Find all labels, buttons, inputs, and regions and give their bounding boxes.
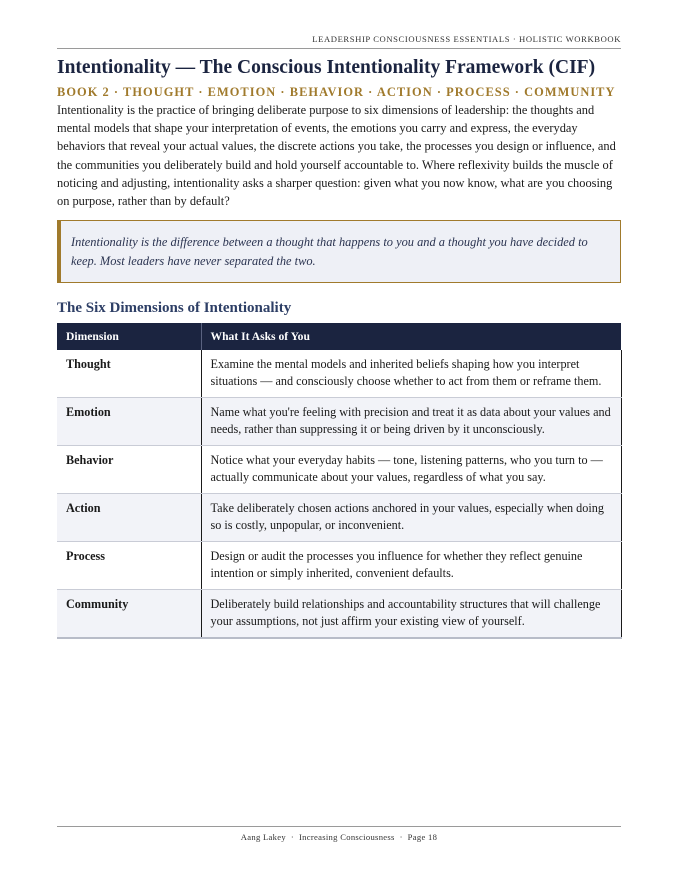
intro-paragraph: Intentionality is the practice of bringing deliberate purpose to six dimensions of leadership: the thoughts and mental models that shape your interpretation of events, the emotions you carry and express, the everyday behaviors that reveal your actual values, the discrete actions you take, the processes you design or influence, and the communities you deliberately build and hold yourself accountable to. Where reflexivity builds the muscle of noticing and adjusting, intentionality asks a sharper question: given what you now know, what are you choosing on purpose, rather than by default?	[57, 103, 616, 209]
column-header-description: What It Asks of You	[201, 323, 621, 350]
dimension-cell: Behavior	[57, 446, 201, 494]
page-title: Intentionality — The Conscious Intentionality Framework (CIF)	[57, 57, 596, 78]
description-cell: Deliberately build relationships and accountability structures that will challenge your assumptions, not just affirm your existing view of yourself.	[201, 590, 621, 639]
description-cell: Examine the mental models and inherited beliefs shaping how you interpret situations — and consciously choose whether to act from them or reframe them.	[201, 350, 621, 398]
footer-separator: ·	[397, 832, 406, 842]
footer-author: Aang Lakey	[240, 832, 286, 842]
footer-page-number: Page 18	[407, 832, 438, 842]
dimension-cell: Community	[57, 590, 201, 639]
table-header-row	[57, 323, 621, 350]
table-row	[57, 398, 621, 446]
pull-quote-callout	[57, 220, 621, 283]
description-cell: Design or audit the processes you influence for whether they reflect genuine intention or simply inherited, convenient defaults.	[201, 542, 621, 590]
table-row	[57, 494, 621, 542]
dimensions-table	[57, 323, 622, 639]
column-header-dimension: Dimension	[57, 323, 201, 350]
dimension-cell: Thought	[57, 350, 201, 398]
pull-quote-text: Intentionality is the difference between a thought that happens to you and a thought you have decided to keep. Most leaders have never separated the two.	[71, 235, 588, 268]
page-content	[57, 56, 621, 639]
footer-separator: ·	[288, 832, 297, 842]
dimension-cell: Action	[57, 494, 201, 542]
table-row	[57, 446, 621, 494]
table-row	[57, 542, 621, 590]
running-header	[57, 34, 621, 49]
book-kicker: BOOK 2 · THOUGHT · EMOTION · BEHAVIOR · ACTION · PROCESS · COMMUNITY	[57, 85, 616, 99]
description-cell: Notice what your everyday habits — tone, listening patterns, who you turn to — actually communicate about your values, regardless of what you say.	[201, 446, 621, 494]
description-cell: Take deliberately chosen actions anchored in your values, especially when doing so is costly, unpopular, or inconvenient.	[201, 494, 621, 542]
table-row	[57, 590, 621, 639]
table-row	[57, 350, 621, 398]
footer-book-title: Increasing Consciousness	[298, 832, 395, 842]
dimension-cell: Process	[57, 542, 201, 590]
running-header-text: LEADERSHIP CONSCIOUSNESS ESSENTIALS · HOLISTIC WORKBOOK	[312, 34, 621, 44]
description-cell: Name what you're feeling with precision and treat it as data about your values and needs, rather than suppressing it or being driven by it unconsciously.	[201, 398, 621, 446]
table-heading: The Six Dimensions of Intentionality	[57, 300, 292, 317]
running-footer	[57, 826, 621, 842]
dimension-cell: Emotion	[57, 398, 201, 446]
